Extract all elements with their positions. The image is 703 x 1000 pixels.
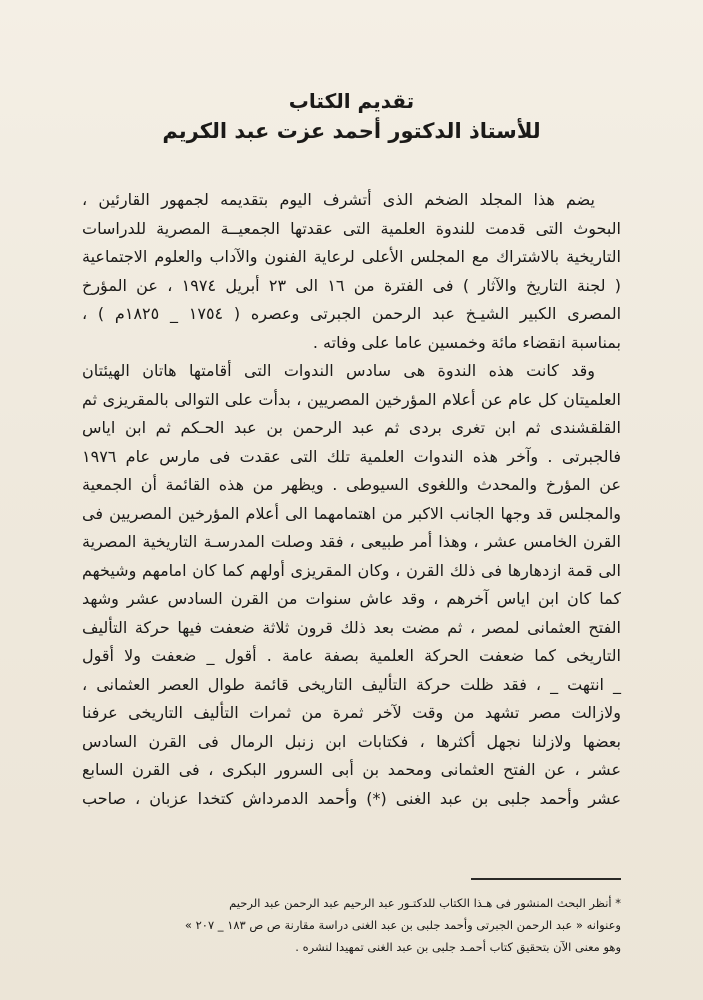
text-line: عشر وأحمد جلبى بن عبد الغنى (*) وأحمد الدمرداش كتخدا عزبان ، صاحب	[82, 788, 621, 808]
text-line: بمناسبة انقضاء مائة وخمسين عاما على وفاته .	[312, 332, 621, 352]
text-line: المصرى الكبير الشيـخ عبد الرحمن الجبرتى وعصره ( ١٧٥٤ _ ١٨٢٥م ) ،	[82, 304, 622, 323]
text-line: عن المؤرخ والمحدث واللغوى السيوطى . ويظهر من هذه القائمة أن الجمعية	[82, 475, 621, 494]
text-line: والمجلس قد وجها الجانب الاكبر من اهتمامهما الى أعلام المؤرخين المصريين فى	[82, 503, 621, 523]
text-line: القرن الخامس عشر ، وهذا أمر طبيعى ، فقد وصلت المدرسـة التاريخية المصرية	[82, 532, 621, 551]
text-line: الى قمة ازدهارها فى ذلك القرن ، وكان المقريزى أولهم كما كان امامهم وشيخهم	[82, 560, 621, 580]
footnote	[82, 892, 621, 958]
author-subtitle: للأستاذ الدكتور أحمد عزت عبد الكريم	[162, 119, 541, 143]
text-line: التاريخى كما ضعفت الحركة العلمية بصفة عامة . أقول _ ضعفت ولا أقول	[82, 646, 621, 665]
text-line: كما كان ابن اياس آخرهم ، وقد عاش سنوات من القرن السادس عشر وشهد	[82, 589, 621, 608]
footnote-line: * أنظر البحث المنشور فى هـذا الكتاب للدكتـور عبد الرحيم عبد الرحمن عبد الرحيم	[229, 896, 621, 910]
text-line: عشر ، عن الفتح العثمانى ومحمد بن أبى السرور البكرى ، فى القرن السابع	[82, 760, 621, 779]
text-line: فالجبرتى . وآخر هذه الندوات العلمية تلك التى عقدت فى مارس عام ١٩٧٦	[82, 446, 621, 466]
text-line: التاريخية بالاشتراك مع المجلس الأعلى لرعاية الفنون والآداب والعلوم الاجتماعية	[82, 247, 621, 266]
text-line: العلميتان كل عام عن أعلام المؤرخين المصريين ، بدأت على التوالى بالمقريزى ثم	[82, 389, 621, 409]
text-line: ولازالت مصر تشهد من وقت لآخر ثمرة من ثمرات التأليف التاريخى عرفنا	[82, 703, 621, 722]
paragraph-1	[82, 186, 621, 357]
footnote-line: وهو معنى الآن بتحقيق كتاب أحمـد جلبى بن عبد الغنى تمهيدا لنشره .	[295, 940, 621, 954]
text-line: _ انتهت _ ، فقد ظلت حركة التأليف التاريخى قائمة طوال العصر العثمانى ،	[82, 674, 621, 694]
footnote-divider	[471, 878, 621, 880]
text-line: الفتح العثمانى لمصر ، ثم مضت بعد ذلك قرون ثلاثة ضعفت فيها حركة التأليف	[82, 617, 621, 637]
text-line: القلقشندى ثم ابن تغرى بردى ثم عبد الرحمن بن عبد الحـكم ثم ابن اياس	[82, 418, 621, 437]
text-line: بعضها ولازلنا نجهل أكثرها ، فكتابات ابن زنبل الرمال فى القرن السادس	[82, 731, 621, 751]
footnote-line: وعنوانه « عبد الرحمن الجبرتى وأحمد جلبى بن عبد الغنى دراسة مقارنة ص ص ١٨٣ _ ٢٠٧ »	[184, 918, 621, 932]
page-title: تقديم الكتاب	[288, 89, 415, 113]
text-line: يضم هذا المجلد الضخم الذى أتشرف اليوم بتقديمه لجمهور القارئين ،	[82, 190, 595, 209]
text-line: وقد كانت هذه الندوة هى سادس الندوات التى أقامتها هاتان الهيئتان	[82, 361, 595, 380]
text-line: البحوث التى قدمت للندوة العلمية التى عقدتها الجمعيــة المصرية للدراسات	[82, 218, 621, 238]
text-line: ( لجنة التاريخ والآثار ) فى الفترة من ١٦ الى ٢٣ أبريل ١٩٧٤ ، عن المؤرخ	[82, 275, 621, 295]
paragraph-2	[82, 357, 621, 813]
